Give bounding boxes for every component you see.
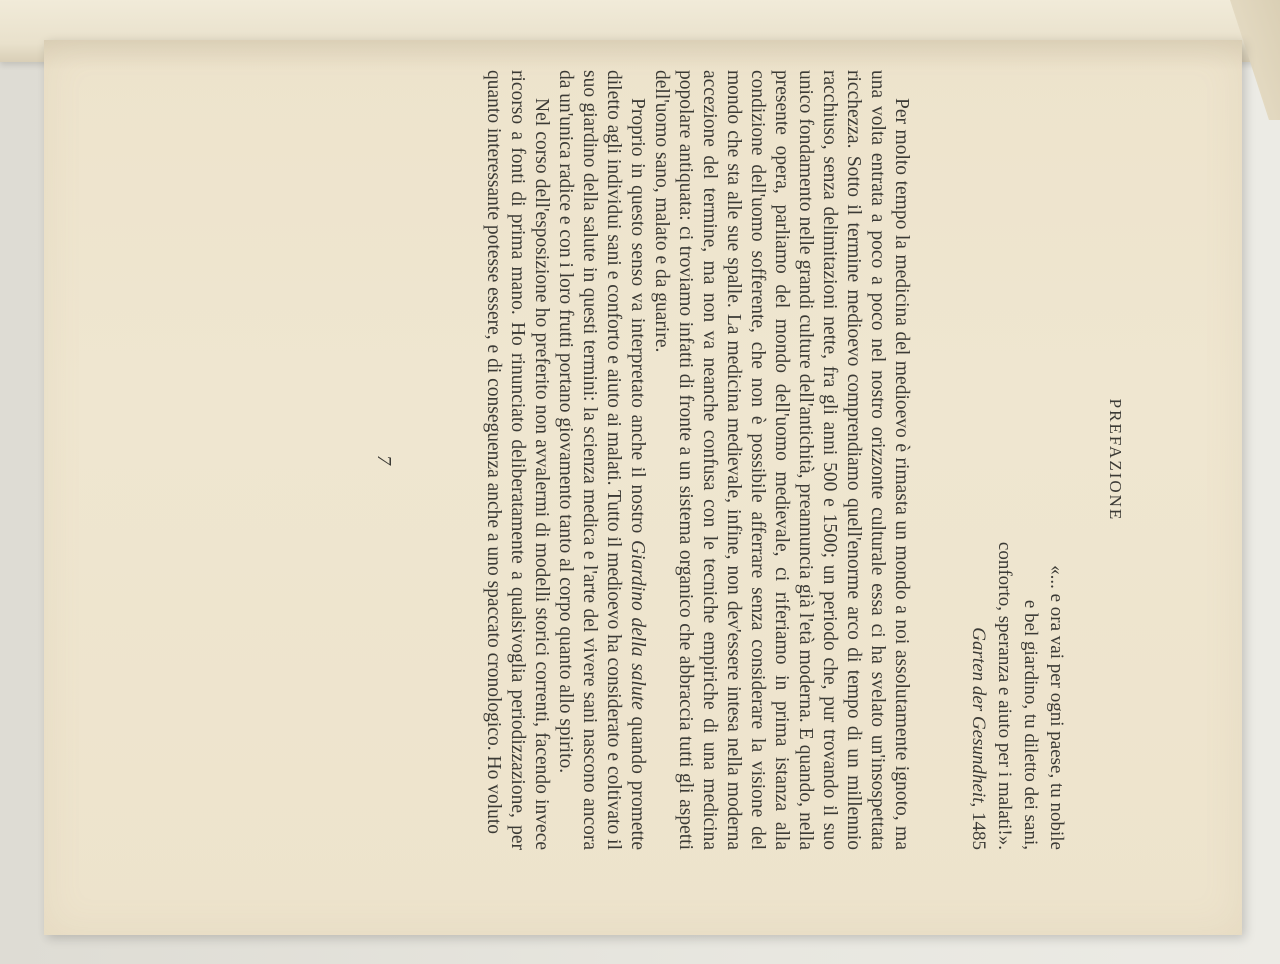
epigraph-year: , 1485 [968,802,989,850]
page-number: 7 [373,455,395,465]
paragraph-text: quando promette diletto agli individui sani e conforto e aiuto ai malati. Tutto il medioevo ha considerato e coltivato il suo giardino della salute in questi termini: la scienza medica e l'arte del vivere sani nascono ancora da un'unica radice e con i loro frutti portano giovamento tanto al corpo quanto allo spirito. [555,70,648,850]
epigraph-line: «... e ora vai per ogni paese, tu nobile [1046,565,1067,850]
book-title-italic: Giardino della salute [627,539,648,710]
paragraph-text: Proprio in questo senso va interpretato anche il nostro [627,98,648,540]
epigraph-line: e bel giardino, tu diletto dei sani, [1020,599,1041,850]
epigraph [965,70,1069,850]
page-shadow [44,40,1242,70]
epigraph-source-title: Garten der Gesundheit [968,627,989,803]
epigraph-line: conforto, speranza e aiuto per i malati!». [994,541,1015,850]
epigraph-attribution [965,70,991,850]
paragraph: Per molto tempo la medicina del medioevo è rimasta un mondo a noi assolutamente ignoto, ma una volta entrata a poco a poco nel nostro orizzonte culturale essa ci ha svelato un'insospettata ricchezza. Sotto il termine medioevo comprendiamo quell'enorme arco di tempo di un millennio racchiuso, senza delimitazioni nette, fra gli anni 500 e 1500; un periodo che, pur trovando il suo unico fondamento nelle grandi culture dell'antichità, preannuncia già l'età moderna. E quando, nella presente opera, parliamo del mondo dell'uomo medievale, ci riferiamo in prima istanza alla condizione dell'uomo sofferente, che non è possibile afferrare senza considerare la visione del mondo che sta alle sue spalle. La medicina medievale, infine, non dev'essere intesa nella moderna accezione del termine, ma non va neanche confusa con le tecniche empiriche di una medicina popolare antiquata: ci troviamo infatti di fronte a un sistema organico che abbraccia tutti gli aspetti dell'uomo sano, malato e da guarire. [651,70,912,850]
paragraph: Nel corso dell'esposizione ho preferito non avvalermi di modelli storici correnti, facendo invece ricorso a fonti di prima mano. Ho rinunciato deliberatamente a qualsivoglia periodizzazione, per quanto interessante potesse essere, e di conseguenza anche a uno spaccato cronologico. Ho voluto [483,70,552,850]
body-text [481,70,913,850]
page-heading: PREFAZIONE [1106,398,1125,522]
page-content [372,70,1125,850]
paragraph [553,70,649,850]
